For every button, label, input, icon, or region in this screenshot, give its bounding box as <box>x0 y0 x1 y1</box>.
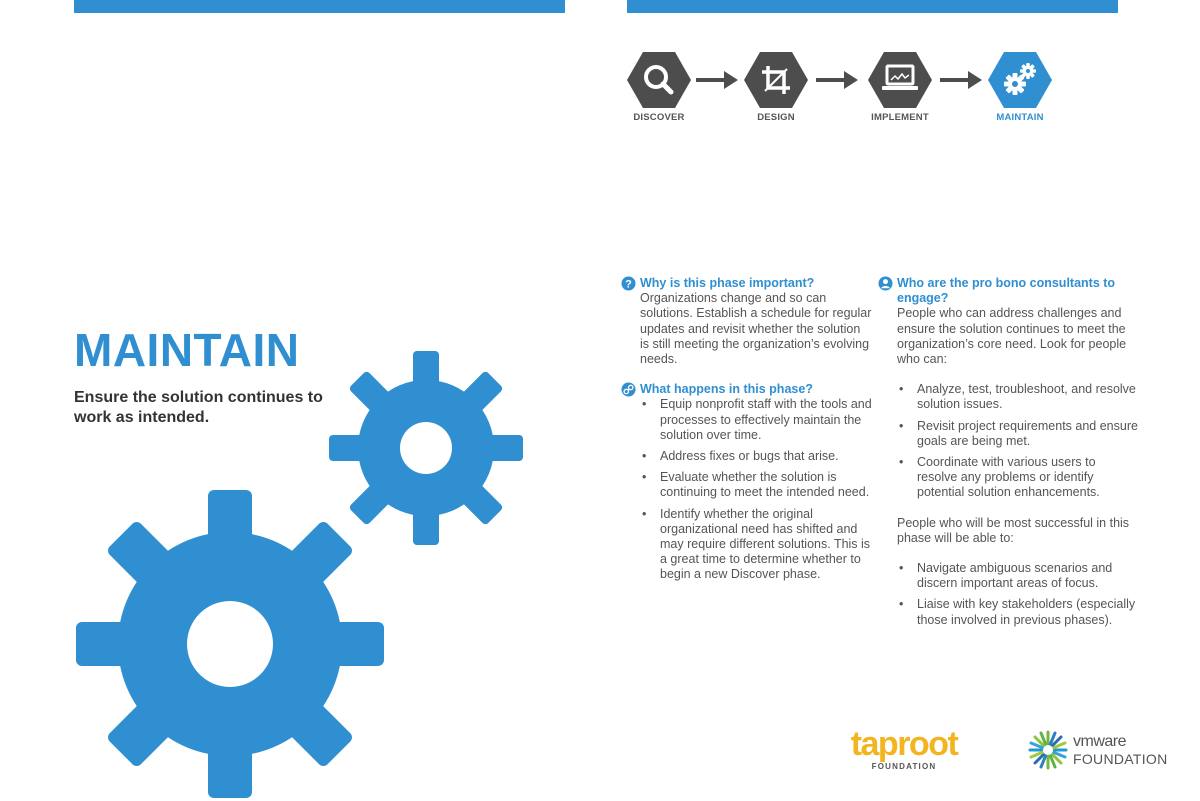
crop-icon <box>743 50 809 110</box>
phase-label: DESIGN <box>757 112 795 123</box>
vmware-wordmark: vmware <box>1073 733 1127 750</box>
list-item: • Liaise with key stakeholders (especially those involved in previous phases). <box>897 597 1139 627</box>
who-intro: People who can address challenges and ensure the solution continues to meet the organization’s core need. Look for people who can: <box>897 306 1127 367</box>
phase-implement <box>867 50 933 123</box>
person-icon <box>878 276 893 291</box>
laptop-icon <box>867 50 933 110</box>
success-intro: People who will be most successful in this phase will be able to: <box>897 515 1130 545</box>
vmware-foundation-logo <box>1028 730 1178 770</box>
svg-text:?: ? <box>625 278 632 291</box>
success-list <box>877 561 1139 628</box>
list-item: • Identify whether the original organizational need has shifted and may require different solutions. This is a great time to determine whether to begin a new Discover phase. <box>640 507 872 583</box>
phase-label: MAINTAIN <box>996 112 1044 123</box>
arrow-right-icon <box>694 69 740 91</box>
what-heading: What happens in this phase? <box>620 382 872 397</box>
phase-maintain <box>987 50 1053 123</box>
taproot-foundation-logo <box>838 726 970 771</box>
top-accent-bar-left <box>74 0 565 13</box>
why-heading: ? Why is this phase important? <box>620 276 872 291</box>
list-item: • Equip nonprofit staff with the tools and processes to effectively maintain the solution over time. <box>640 397 872 443</box>
arrow-right-icon <box>938 69 984 91</box>
taproot-subtitle: FOUNDATION <box>871 762 937 771</box>
list-item: • Evaluate whether the solution is continuing to meet the intended need. <box>640 470 872 500</box>
gears-icon <box>987 50 1053 110</box>
phase-label: IMPLEMENT <box>871 112 929 123</box>
list-item: • Revisit project requirements and ensure goals are being met. <box>897 419 1139 449</box>
who-heading: Who are the pro bono consultants to engage? <box>877 276 1139 306</box>
phase-discover <box>626 50 692 123</box>
phase-label: DISCOVER <box>633 112 685 123</box>
what-list <box>620 397 872 582</box>
top-accent-bar-right <box>627 0 1118 13</box>
taproot-wordmark: taproot <box>850 725 958 763</box>
list-item: • Address fixes or bugs that arise. <box>640 449 872 464</box>
column-left <box>620 276 872 589</box>
page-subtitle: Ensure the solution continues to work as intended. <box>74 389 323 426</box>
list-item: • Coordinate with various users to resolve any problems or identify potential solution enhancements. <box>897 455 1139 501</box>
phase-design <box>743 50 809 123</box>
large-gear-icon <box>76 490 384 798</box>
why-body: Organizations change and so can solutions. Establish a schedule for regular updates and revisit whether the solution is still meeting the organization’s evolving needs. <box>640 291 872 367</box>
vmware-burst-icon <box>1028 730 1068 770</box>
column-right <box>877 276 1139 634</box>
phase-stepper <box>626 50 1066 130</box>
arrow-right-icon <box>814 69 860 91</box>
link-icon <box>621 382 636 397</box>
magnifier-icon <box>626 50 692 110</box>
page-title: MAINTAIN <box>74 324 300 376</box>
question-icon <box>621 276 636 291</box>
who-list <box>877 382 1139 500</box>
list-item: • Analyze, test, troubleshoot, and resolve solution issues. <box>897 382 1139 412</box>
list-item: • Navigate ambiguous scenarios and discern important areas of focus. <box>897 561 1139 591</box>
vmware-subtitle: FOUNDATION <box>1073 751 1168 767</box>
